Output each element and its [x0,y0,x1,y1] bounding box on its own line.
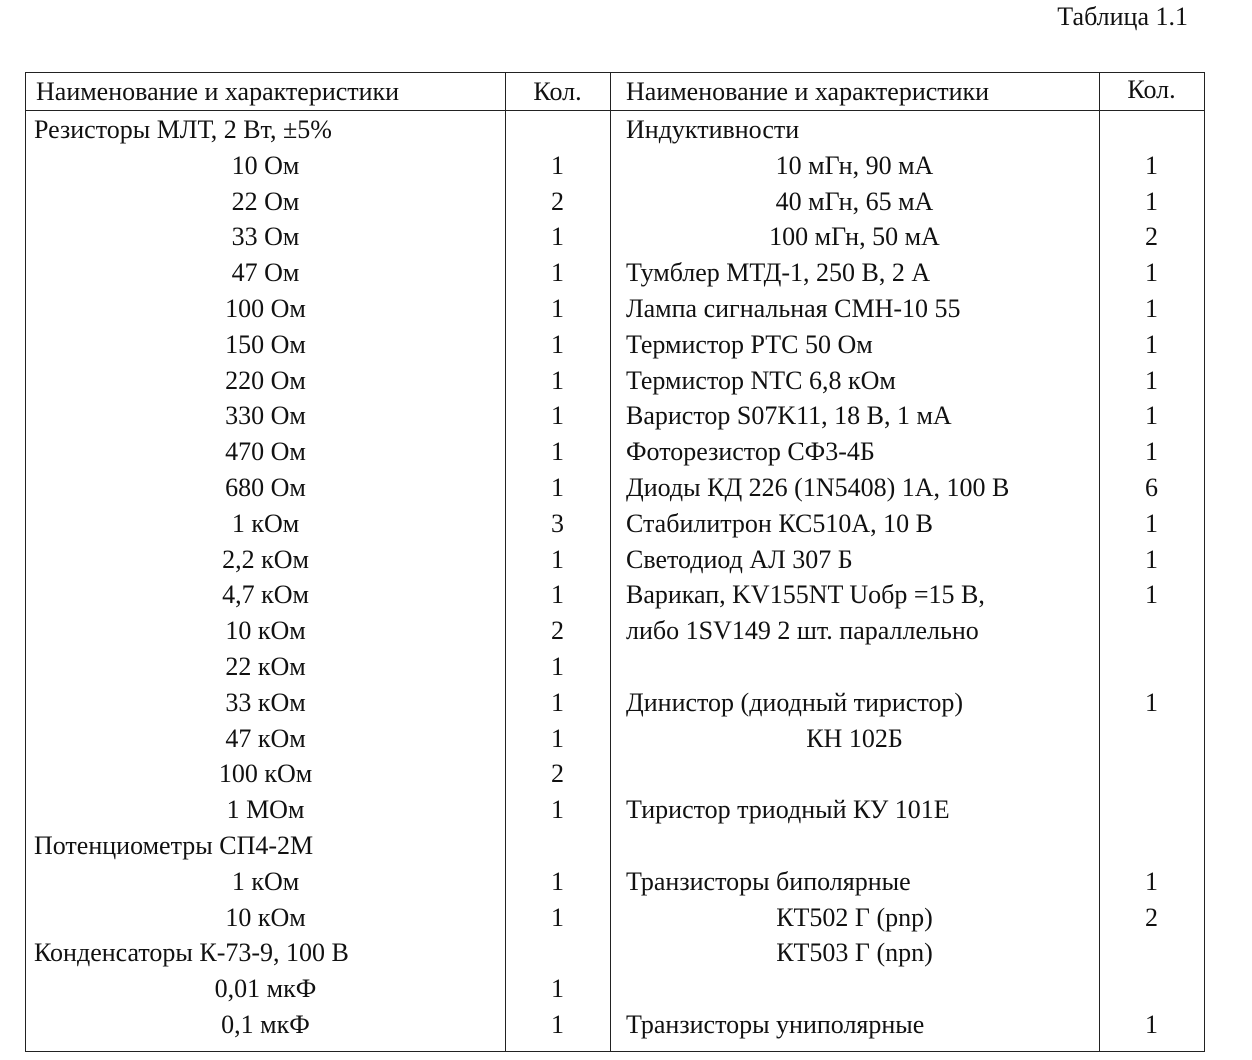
left-item-name: 680 Ом [225,473,306,502]
right-item-name: 100 мГн, 50 мА [769,222,940,252]
left-item-name: Потенциометры СП4-2М [34,831,314,860]
left-item-qty: 2 [551,759,564,789]
left-item-name: 47 Ом [231,258,300,288]
header-right-qty: Кол. [1127,75,1176,104]
right-item-name: 40 мГн, 65 мА [775,186,934,216]
right-item-name: Термистор NTC 6,8 кОм [626,365,896,395]
right-item-name: Транзисторы биполярные [626,866,911,896]
right-item-qty: 1 [1145,294,1158,323]
right-item-name: КТ503 Г (npn) [776,938,933,968]
right-item-name: Светодиод АЛ 307 Б [626,544,853,574]
left-item-name: 10 кОм [225,902,306,932]
right-item-name: Варистор S07K11, 18 В, 1 мА [626,401,952,431]
right-item-name: Стабилитрон КС510А, 10 В [626,508,933,538]
right-item-name: Тиристор триодный КУ 101Е [626,795,950,825]
right-item-qty: 1 [1145,580,1158,610]
right-item-name: Термистор РТС 50 Ом [626,329,873,359]
left-item-qty: 1 [551,866,564,896]
right-item-name: Лампа сигнальная СМН-10 55 [626,294,961,323]
right-item-qty: 1 [1145,186,1158,216]
right-item-qty: 1 [1145,866,1158,896]
right-item-qty: 1 [1145,437,1158,467]
left-item-name: Конденсаторы К-73-9, 100 В [34,938,349,968]
left-item-qty: 1 [551,974,564,1004]
right-item-name: Индуктивности [626,115,800,144]
right-item-qty: 1 [1145,687,1158,717]
left-item-qty: 1 [551,258,564,288]
left-item-qty: 1 [551,652,564,681]
left-item-qty: 1 [551,365,564,395]
left-item-name: Резисторы МЛТ, 2 Вт, ±5% [34,115,332,144]
right-item-name: Фоторезистор СФ3-4Б [626,437,875,467]
left-item-name: 220 Ом [225,365,306,395]
left-item-qty: 1 [551,902,564,932]
right-item-name: Варикап, KV155NT Uобр =15 В, [626,580,985,610]
left-item-qty: 2 [551,186,564,216]
right-item-qty: 1 [1145,1010,1158,1039]
left-item-name: 0,1 мкФ [221,1010,310,1039]
right-item-name: Тумблер МТД-1, 250 В, 2 А [626,258,931,288]
left-item-qty: 1 [551,150,564,180]
left-item-name: 2,2 кОм [222,544,309,574]
left-item-name: 22 кОм [225,652,306,681]
left-item-qty: 1 [551,1010,564,1039]
right-item-name: КН 102Б [806,723,903,753]
left-item-qty: 1 [551,580,564,610]
left-item-name: 10 кОм [225,616,306,646]
left-item-name: 470 Ом [225,437,306,467]
right-item-qty: 1 [1145,544,1158,574]
header-left-qty: Кол. [533,77,582,106]
right-item-qty: 1 [1145,150,1158,180]
left-item-qty: 3 [551,508,564,538]
components-table [25,72,1205,1052]
right-item-name: Диоды КД 226 (1N5408) 1А, 100 В [626,473,1010,502]
right-item-qty: 1 [1145,401,1158,431]
left-item-name: 4,7 кОм [222,580,309,610]
left-item-name: 100 кОм [218,759,313,789]
right-item-name: Транзисторы униполярные [626,1010,925,1039]
left-item-name: 1 МОм [226,795,305,825]
right-item-qty: 1 [1145,258,1158,288]
left-item-qty: 1 [551,473,564,502]
header-divider [26,110,1204,111]
right-item-qty: 2 [1145,222,1158,252]
right-item-name: 10 мГн, 90 мА [775,150,934,180]
right-item-qty: 2 [1145,902,1158,932]
right-item-qty: 1 [1145,508,1158,538]
right-item-qty: 1 [1145,329,1158,359]
left-item-qty: 1 [551,401,564,431]
header-right-name: Наименование и характеристики [626,77,990,106]
left-item-qty: 1 [551,329,564,359]
right-item-name: либо 1SV149 2 шт. параллельно [626,616,979,646]
left-item-qty: 2 [551,616,564,646]
right-item-name: КТ502 Г (pnp) [776,902,933,932]
left-item-qty: 1 [551,437,564,467]
left-item-name: 22 Ом [231,186,300,216]
left-item-qty: 1 [551,723,564,753]
left-item-qty: 1 [551,795,564,825]
table-caption: Таблица 1.1 [1057,2,1188,31]
header-left-name: Наименование и характеристики [36,77,400,106]
right-item-qty: 6 [1145,473,1158,502]
left-item-qty: 1 [551,687,564,717]
left-item-qty: 1 [551,544,564,574]
left-item-name: 0,01 мкФ [214,974,317,1004]
left-item-name: 100 Ом [225,294,306,323]
left-item-qty: 1 [551,294,564,323]
left-item-name: 47 кОм [225,723,306,753]
left-item-name: 330 Ом [225,401,306,431]
left-item-name: 1 кОм [231,508,300,538]
left-item-name: 1 кОм [231,866,300,896]
left-item-name: 33 кОм [225,687,306,717]
left-item-qty: 1 [551,222,564,252]
right-item-qty: 1 [1145,365,1158,395]
left-item-name: 33 Ом [231,222,300,252]
left-item-name: 10 Ом [231,150,300,180]
left-item-name: 150 Ом [225,329,306,359]
right-item-name: Динистор (диодный тиристор) [626,687,964,717]
